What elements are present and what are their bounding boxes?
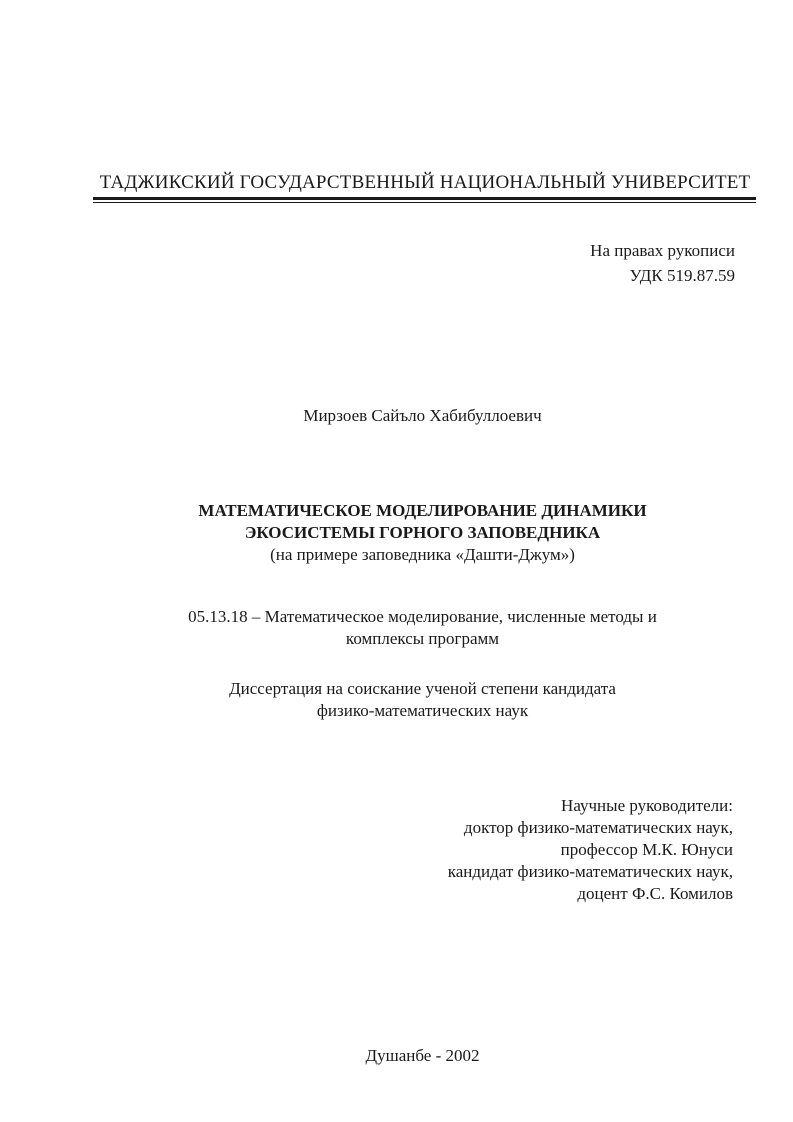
advisor-1-degree: доктор физико-математических наук, [463, 818, 733, 837]
header-rule-thick [93, 197, 756, 200]
city-year: Душанбе - 2002 [365, 1046, 480, 1065]
advisors-block [448, 795, 733, 905]
degree-line-1: Диссертация на соискание ученой степени кандидата [229, 679, 616, 698]
title-subtitle: (на примере заповедника «Дашти-Джум») [270, 545, 575, 564]
title-line-2: ЭКОСИСТЕМЫ ГОРНОГО ЗАПОВЕДНИКА [244, 523, 601, 542]
degree-block [0, 678, 793, 722]
advisor-2-name: доцент Ф.С. Комилов [577, 884, 733, 903]
author-name: Мирзоев Сайъло Хабибуллоевич [303, 406, 542, 425]
manuscript-rights: На правах рукописи [590, 241, 735, 260]
advisors-heading: Научные руководители: [561, 796, 733, 815]
university-name: ТАДЖИКСКИЙ ГОСУДАРСТВЕННЫЙ НАЦИОНАЛЬНЫЙ УНИВЕРСИТЕТ [99, 172, 751, 193]
header-rule-thin [93, 202, 756, 203]
dissertation-title [0, 500, 793, 566]
advisor-2-degree: кандидат физико-математических наук, [447, 862, 733, 881]
udc-code: УДК 519.87.59 [629, 266, 735, 285]
degree-line-2: физико-математических наук [316, 701, 529, 720]
specialty-line-1: 05.13.18 – Математическое моделирование, численные методы и [188, 607, 657, 626]
rights-block [590, 238, 735, 288]
specialty-line-2: комплексы программ [345, 629, 500, 648]
advisor-1-name: профессор М.К. Юнуси [560, 840, 733, 859]
title-line-1: МАТЕМАТИЧЕСКОЕ МОДЕЛИРОВАНИЕ ДИНАМИКИ [198, 501, 647, 520]
specialty-block [0, 606, 793, 650]
